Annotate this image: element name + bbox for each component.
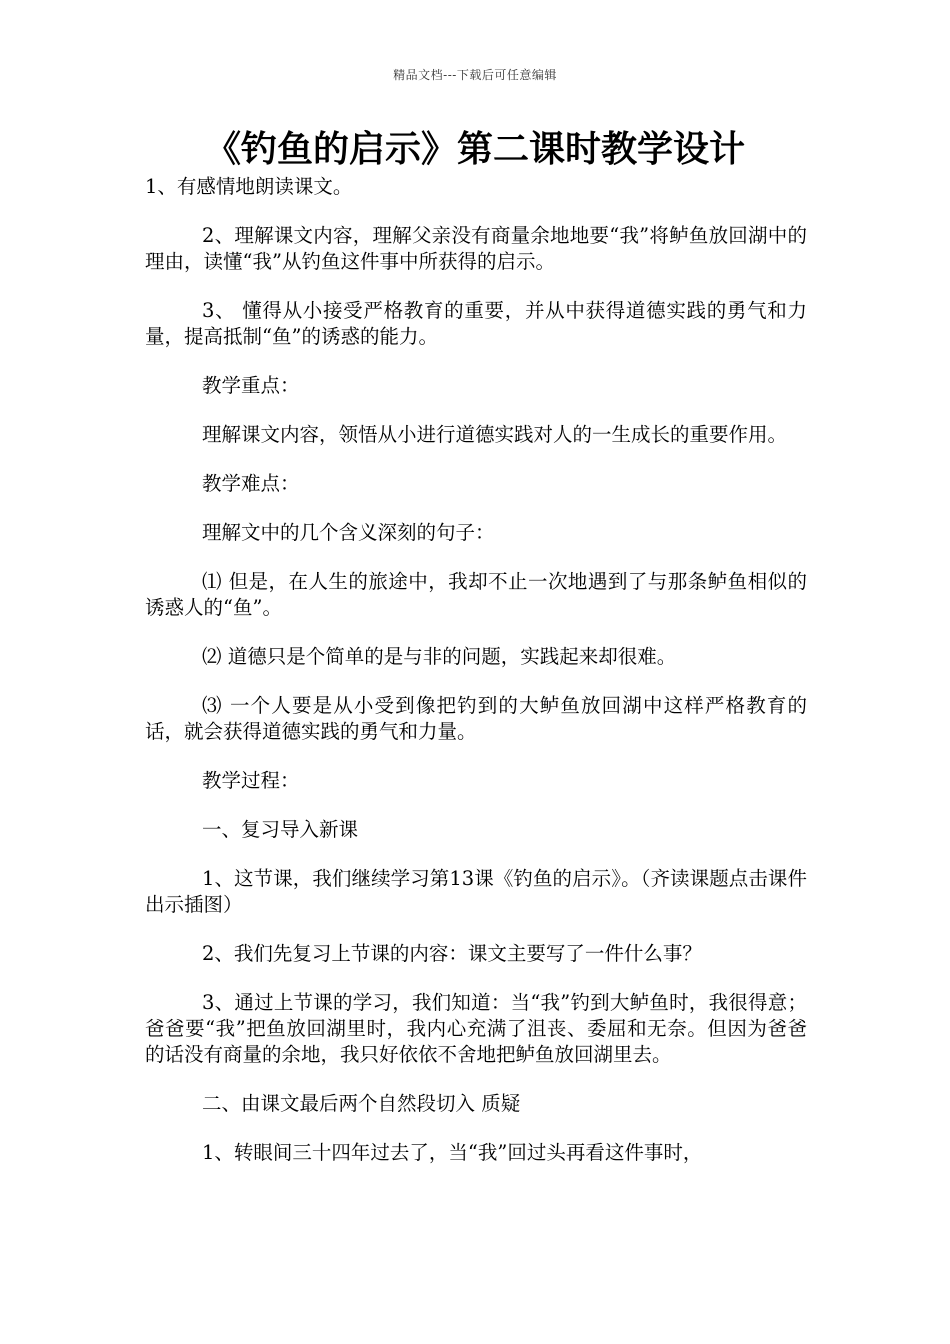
list-item: ⑵ 道德只是个简单的是与非的问题，实践起来却很难。 — [202, 645, 677, 668]
paragraph: 1、有感情地朗读课文。 — [145, 175, 353, 198]
list-item: ⑶ 一个人要是从小受到像把钓到的大鲈鱼放回湖中这样严格教育的话，就会获得道德实践的勇气和力量。 — [145, 694, 807, 743]
paragraph: 3、 懂得从小接受严格教育的重要，并从中获得道德实践的勇气和力量，提高抵制“鱼”的诱惑的能力。 — [145, 299, 807, 348]
paragraph: 2、理解课文内容，理解父亲没有商量余地地要“我”将鲈鱼放回湖中的理由，读懂“我”从钓鱼这件事中所获得的启示。 — [145, 224, 807, 273]
header-note: 精品文档---下载后可任意编辑 — [393, 68, 557, 82]
section-heading: 教学过程： — [202, 769, 300, 792]
paragraph: 1、转眼间三十四年过去了，当“我”回过头再看这件事时， — [202, 1141, 703, 1164]
paragraph: 3、通过上节课的学习，我们知道：当“我”钓到大鲈鱼时，我很得意；爸爸要“我”把鱼放回湖里时，我内心充满了沮丧、委屈和无奈。但因为爸爸的话没有商量的余地，我只好依依不舍地把鲈鱼放回湖里去。 — [145, 991, 807, 1066]
section-heading: 教学难点： — [202, 472, 300, 495]
paragraph: 1、这节课，我们继续学习第13课《钓鱼的启示》。（齐读课题点击课件出示插图） — [145, 867, 807, 916]
paragraph: 2、我们先复习上节课的内容：课文主要写了一件什么事？ — [202, 942, 702, 965]
section-heading: 一、复习导入新课 — [202, 818, 359, 841]
document-body — [145, 174, 807, 1189]
paragraph: 理解文中的几个含义深刻的句子： — [202, 521, 495, 544]
list-item: ⑴ 但是，在人生的旅途中，我却不止一次地遇到了与那条鲈鱼相似的诱惑人的“鱼”。 — [145, 570, 807, 619]
section-heading: 二、由课文最后两个自然段切入 质疑 — [202, 1092, 521, 1115]
section-heading: 教学重点： — [202, 374, 300, 397]
paragraph: 理解课文内容，领悟从小进行道德实践对人的一生成长的重要作用。 — [202, 423, 788, 446]
document-title: 《钓鱼的启示》第二课时教学设计 — [204, 129, 745, 170]
